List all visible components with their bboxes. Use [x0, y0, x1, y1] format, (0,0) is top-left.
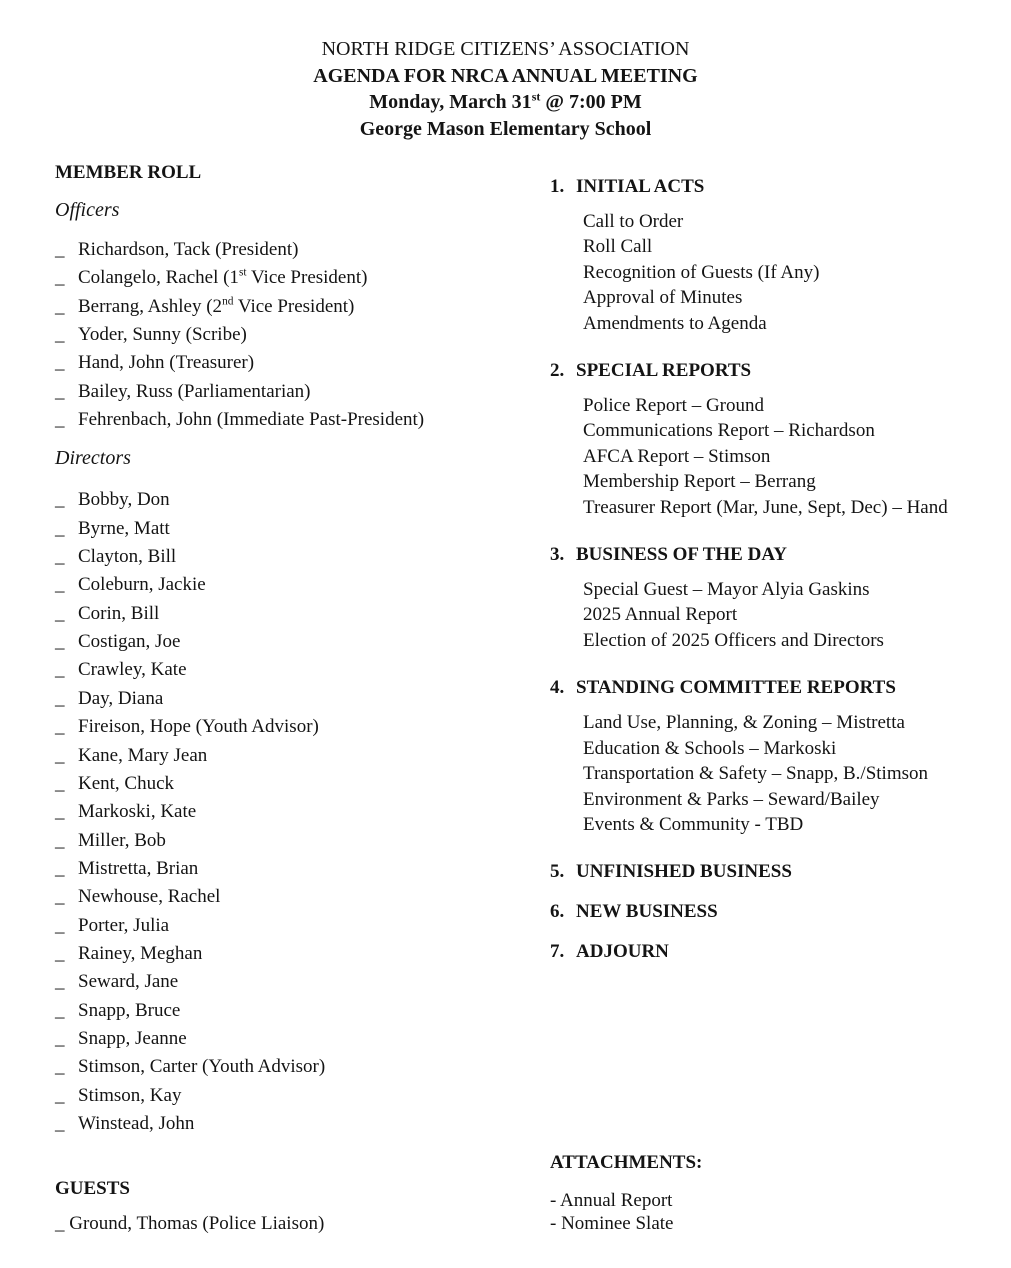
- agenda-item: Membership Report – Berrang: [583, 471, 816, 493]
- meeting-location: George Mason Elementary School: [359, 117, 652, 140]
- member-roll-item: [55, 713, 525, 741]
- attendance-blank: _: [55, 829, 65, 851]
- attendance-blank: _: [55, 942, 65, 964]
- agenda-section-items: [550, 209, 990, 336]
- attendance-blank: _: [55, 914, 65, 936]
- association-name: NORTH RIDGE CITIZENS’ ASSOCIATION: [321, 38, 690, 60]
- member-name: Costigan, Joe: [78, 631, 181, 653]
- agenda-item: Election of 2025 Officers and Directors: [583, 629, 884, 651]
- member-name: Fehrenbach, John (Immediate Past-President): [78, 409, 425, 431]
- member-roll-item: [55, 1110, 525, 1138]
- agenda-section-number: 5.: [550, 861, 565, 883]
- attachments-list: [550, 1189, 990, 1235]
- member-name: Fireison, Hope (Youth Advisor): [78, 716, 319, 738]
- attendance-blank: _: [55, 999, 65, 1021]
- attendance-blank: _: [55, 971, 65, 993]
- document-header: [0, 36, 1011, 142]
- agenda-item: 2025 Annual Report: [583, 604, 738, 626]
- member-name: Kane, Mary Jean: [78, 744, 208, 766]
- member-name: Markoski, Kate: [78, 801, 197, 823]
- agenda-section-items: [550, 710, 990, 837]
- agenda-section: [550, 939, 990, 964]
- member-roll-item: [55, 236, 525, 264]
- attachment-item: - Nominee Slate: [550, 1213, 674, 1234]
- member-name: Rainey, Meghan: [78, 942, 203, 964]
- attendance-blank: _: [55, 602, 65, 624]
- member-roll-item: [55, 486, 525, 514]
- agenda-item: Approval of Minutes: [583, 287, 743, 309]
- member-roll-item: [55, 543, 525, 571]
- member-name: Day, Diana: [78, 687, 164, 709]
- member-roll-item: [55, 378, 525, 406]
- member-name: Seward, Jane: [78, 971, 179, 993]
- attendance-blank: _: [55, 687, 65, 709]
- member-roll-item: [55, 827, 525, 855]
- agenda-section-title: 3. BUSINESS OF THE DAY: [550, 544, 788, 566]
- agenda-column: [550, 174, 990, 964]
- agenda-item: Call to Order: [583, 211, 684, 232]
- member-roll-item: [55, 940, 525, 968]
- member-name: Newhouse, Rachel: [78, 886, 221, 908]
- agenda-item: Education & Schools – Markoski: [583, 737, 837, 759]
- guest-name: Ground, Thomas (Police Liaison): [69, 1213, 325, 1235]
- member-name: Bailey, Russ (Parliamentarian): [78, 380, 311, 402]
- attendance-blank: _: [55, 744, 65, 766]
- member-roll-item: [55, 321, 525, 349]
- agenda-section-items: [550, 577, 990, 653]
- agenda-section-title: 1. INITIAL ACTS: [550, 176, 705, 197]
- member-roll-item: [55, 997, 525, 1025]
- member-roll-item: [55, 515, 525, 543]
- agenda-item: Land Use, Planning, & Zoning – Mistretta: [583, 712, 905, 734]
- member-roll-column: [55, 162, 525, 1238]
- agenda-section-title: 4. STANDING COMMITTEE REPORTS: [550, 677, 896, 699]
- agenda-section-title: 6. NEW BUSINESS: [550, 901, 718, 923]
- attachments-title: ATTACHMENTS:: [550, 1152, 703, 1173]
- member-roll-item: [55, 628, 525, 656]
- agenda-section: [550, 358, 990, 520]
- member-roll-item: [55, 656, 525, 684]
- attendance-blank: _: [55, 574, 65, 596]
- attendance-blank: _: [55, 772, 65, 794]
- member-name: Clayton, Bill: [78, 546, 177, 568]
- member-roll-title: MEMBER ROLL: [55, 162, 202, 183]
- attendance-blank: _: [55, 1084, 65, 1106]
- member-roll-item: [55, 349, 525, 377]
- member-roll-item: [55, 883, 525, 911]
- agenda-item: Special Guest – Mayor Alyia Gaskins: [583, 579, 870, 601]
- agenda-item: Recognition of Guests (If Any): [583, 261, 820, 283]
- meeting-datetime: Monday, March 31st @ 7:00 PM: [369, 89, 642, 113]
- attendance-blank: _: [55, 239, 65, 260]
- attendance-blank: _: [55, 409, 65, 431]
- directors-heading: Directors: [55, 447, 131, 470]
- guest-item: [55, 1210, 525, 1238]
- member-name: Coleburn, Jackie: [78, 574, 206, 596]
- member-name: Mistretta, Brian: [78, 857, 199, 879]
- member-roll-item: [55, 571, 525, 599]
- attendance-blank: _: [55, 267, 65, 289]
- agenda-item: Roll Call: [583, 236, 653, 258]
- member-roll-item: [55, 855, 525, 883]
- member-roll-item: [55, 264, 525, 292]
- agenda-section-number: 2.: [550, 360, 565, 382]
- member-roll-item: [55, 406, 525, 434]
- agenda-section-title: 7. ADJOURN: [550, 941, 669, 963]
- member-roll-item: [55, 1053, 525, 1081]
- member-roll-item: [55, 685, 525, 713]
- member-name: Byrne, Matt: [78, 517, 170, 539]
- attendance-blank: _: [55, 886, 65, 908]
- member-name: Colangelo, Rachel (1st Vice President): [78, 267, 368, 289]
- agenda-item: AFCA Report – Stimson: [583, 445, 771, 467]
- member-roll-item: [55, 600, 525, 628]
- member-name: Snapp, Jeanne: [78, 1027, 187, 1049]
- member-roll-item: [55, 912, 525, 940]
- attendance-blank: _: [55, 517, 65, 539]
- member-roll-item: [55, 770, 525, 798]
- attendance-blank: _: [55, 801, 65, 823]
- agenda-section: [550, 675, 990, 837]
- member-roll-item: [55, 798, 525, 826]
- member-roll-item: [55, 1082, 525, 1110]
- attendance-blank: _: [55, 380, 65, 402]
- attendance-blank: _: [55, 352, 65, 374]
- agenda-section-items: [550, 393, 990, 520]
- agenda-item: Events & Community - TBD: [583, 813, 804, 835]
- attendance-blank: _: [55, 1056, 65, 1078]
- agenda-item: Police Report – Ground: [583, 395, 765, 417]
- agenda-section-number: 7.: [550, 941, 565, 963]
- member-name: Stimson, Carter (Youth Advisor): [78, 1056, 326, 1078]
- attachments-block: [550, 1150, 990, 1235]
- attendance-blank: _: [55, 631, 65, 653]
- guests-heading: GUESTS: [55, 1178, 130, 1200]
- agenda-section-title: 5. UNFINISHED BUSINESS: [550, 861, 792, 883]
- attachment-item: - Annual Report: [550, 1190, 673, 1211]
- officers-list: [55, 236, 525, 434]
- directors-list: [55, 486, 525, 1138]
- member-name: Winstead, John: [78, 1112, 195, 1134]
- member-roll-item: [55, 1025, 525, 1053]
- agenda-item: Communications Report – Richardson: [583, 420, 875, 442]
- attendance-blank: _: [55, 1027, 65, 1049]
- member-name: Berrang, Ashley (2nd Vice President): [78, 295, 355, 317]
- agenda-item: Transportation & Safety – Snapp, B./Stimson: [583, 763, 929, 785]
- agenda-item: Amendments to Agenda: [583, 312, 767, 334]
- agenda-item: Environment & Parks – Seward/Bailey: [583, 788, 880, 810]
- member-name: Porter, Julia: [78, 914, 170, 936]
- member-name: Crawley, Kate: [78, 659, 187, 681]
- member-roll-item: [55, 968, 525, 996]
- attendance-blank: _: [55, 857, 65, 879]
- attendance-blank: _: [55, 1213, 65, 1235]
- attendance-blank: _: [55, 489, 65, 511]
- member-roll-item: [55, 293, 525, 321]
- agenda-section-number: 4.: [550, 677, 565, 699]
- member-name: Richardson, Tack (President): [78, 239, 299, 260]
- agenda-section-number: 1.: [550, 176, 565, 197]
- member-name: Bobby, Don: [78, 489, 170, 511]
- officers-heading: Officers: [55, 199, 120, 221]
- attendance-blank: _: [55, 659, 65, 681]
- agenda-item: Treasurer Report (Mar, June, Sept, Dec) – Hand: [583, 496, 948, 518]
- agenda-section-number: 6.: [550, 901, 565, 923]
- member-name: Corin, Bill: [78, 602, 160, 624]
- member-name: Miller, Bob: [78, 829, 166, 851]
- agenda-section-number: 3.: [550, 544, 565, 566]
- member-name: Yoder, Sunny (Scribe): [78, 324, 247, 346]
- attendance-blank: _: [55, 716, 65, 738]
- member-name: Kent, Chuck: [78, 772, 175, 794]
- attendance-blank: _: [55, 1112, 65, 1134]
- agenda-section-title: 2. SPECIAL REPORTS: [550, 360, 752, 382]
- member-name: Hand, John (Treasurer): [78, 352, 255, 374]
- agenda-section: [550, 542, 990, 653]
- member-roll-item: [55, 742, 525, 770]
- document-title: AGENDA FOR NRCA ANNUAL MEETING: [313, 64, 698, 87]
- attendance-blank: _: [55, 546, 65, 568]
- member-name: Stimson, Kay: [78, 1084, 182, 1106]
- attendance-blank: _: [55, 324, 65, 346]
- attendance-blank: _: [55, 295, 65, 317]
- agenda-section: [550, 174, 990, 336]
- agenda-section: [550, 859, 990, 884]
- member-name: Snapp, Bruce: [78, 999, 181, 1021]
- agenda-section: [550, 899, 990, 924]
